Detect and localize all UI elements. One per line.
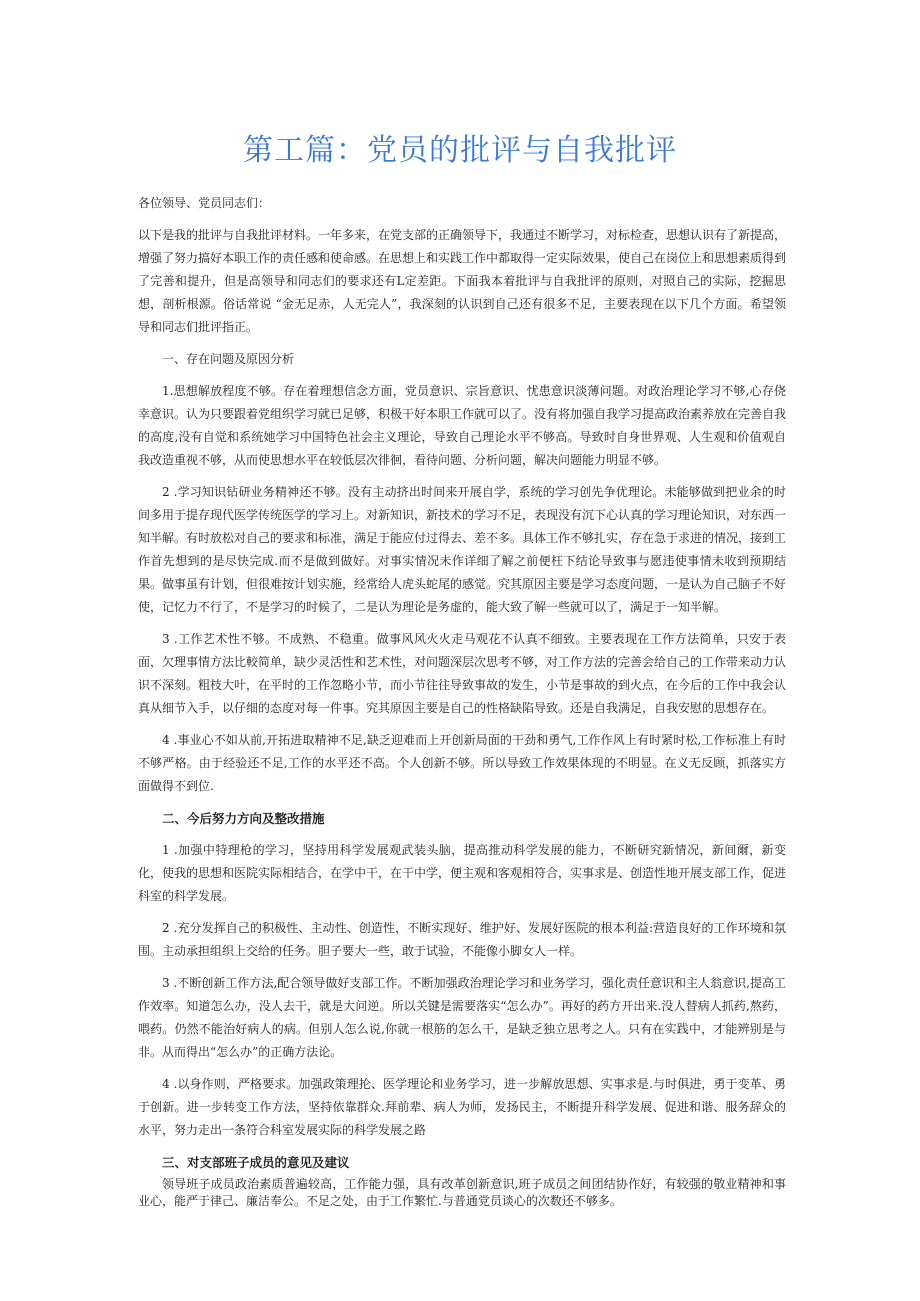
section-3-item-1: 领导班子成员政治素质普遍较高，工作能力强，具有改革创新意识,班子成员之间团结协作好，有较强的敬业精神和事业心，能严于律己、廉洁奉公。不足之处，由于工作繁忙.与普通党员谈心的次数还不够多。: [138, 1177, 786, 1208]
section-1-heading: 一、存在问题及原因分析: [162, 352, 295, 366]
section-1-item-1: 1.思想解放程度不够。存在着理想信念方面，党员意识、宗旨意识、忧患意识淡薄问题。对政治理论学习不够,心存侥幸意识。认为只要跟着党组织学习就已足够，积极干好本职工作就可以了。没有将加强自我学习提高政治素养放在完善自我的高度,没有自觉和系统她学习中国特色社会主义理论，导致自己理论水平不够高。导致时自身世界观、人生观和价值观自我改造重视不够，从而使思想水平在较低层次徘徊，看待问题、分析问题，解决问题能力明显不够。: [138, 384, 787, 467]
section-2-item-4: 4 .以身作则，严格要求。加强政策理抡、医学理论和业务学习，进一步解放思想、实事求是.与时俱进，勇于变革、勇于创新。进一步转变工作方法，坚持依靠群众.拜前辈、病人为师，发扬民主，不断提升科学发展、促进和谐、服务辞众的水平，努力走出一条符合科室发展实际的科学发展之路: [138, 1077, 786, 1137]
section-2-item-3: 3 .不断创新工作方法,配合领导做好支部工作。不断加强政治理论学习和业务学习，强化责任意识和主人翁意识,提高工作效率。知道怎么办，没人去干，就是大问逆。所以关键是需要落实“怎么办”。再好的药方开出来.没人替病人抓药,熬药，喂药。仍然不能治好病人的病。但别人怎么说,你就一根筋的怎么干，是缺乏独立思考之人。只有在实践中，才能辨别是与非。从而得出“怎么办”的正确方法论。: [138, 976, 786, 1059]
section-3-heading: 三、对支部班子成员的意见及建议: [162, 1155, 350, 1170]
section-2-heading: 二、今后努力方向及整改措施: [162, 811, 325, 826]
salutation: 各位领导、党员同志们：: [138, 196, 271, 210]
section-1-item-3: 3 .工作艺术性不够。不成熟、不稳重。做事风风火火走马观花不认真不细致。主要表现在工作方法简单，只安于表面，欠理事情方法比較简单，缺少灵活性和艺术性，对问题深层次思考不够，对工作方法的完善会给自己的工作带来动力认识不深刻。粗枝大叶，在平时的工作忽略小节，而小节往往导致事故的发生，小节是事故的到火点，在今后的工作中我会认真从细节入手，以仔细的态度对每一件事。究其原因主要是自己的性格缺陷导致。还是自我满足，自我安慰的思想存在。: [138, 632, 787, 715]
intro-paragraph: 以下是我的批评与自我批评材料。一年多来，在党支部的正确领导下，我通过不断学习，对标检查，思想认识有了新提高，增强了努力搞好本职工作的责任感和使命感。在思想上和实践工作中都取得一定实际效果，使自己在岗位上和思想素质得到了完善和提升，但是高领导和同志们的要求还有L定差距。下面我本着批评与自我批评的原则，对照自己的实际，挖掘思想，剖析根源。俗话常说 “金无足赤，人无完人”，我深刻的认识到自己还有很多不足，主要表现在以下几个方面。希望领导和同志们批评指正。: [138, 228, 787, 334]
section-1-item-2: 2 .学习知识钻研业务精神还不够。没有主动挤出时间来开展自学，系统的学习创先争优理论。未能够做到把业余的时间多用于提存现代医学传统医学的学习上。对新知识，新技术的学习不足，表现没有沉下心认真的学习理论知识，对东西一知半解。有时放松对自己的要求和标准，满足于能应付过得去、差不多。具体工作不够扎实，存在急于求进的情况，接到工作首先想到的是尽快完成.而不是做到做好。对事实情况未作详细了解之前便枉下结论导致事与愿违使事情未收到预期结果。做事虽有计划，但很难按计划实施，经常给人虎头蛇尾的感觉。究其原因主要是学习态度问题，一是认为自己脑子不好使，记忆力不行了，不是学习的时候了，二是认为理论是务虚的，能大致了解一些就可以了，满足于一知半解。: [138, 485, 787, 614]
section-2-item-1: 1 .加强中特理枪的学习，坚持用科学发展观武装头脑，提高推动科学发展的能力，不断研究新情况，新间爾，新变化，使我的思想和医院实际相结合，在学中干，在干中学，便主观和客观相符合，实事求是、创造性地开展支部工作，促进科室的科学发展。: [138, 843, 787, 903]
document-title: 第工篇：党员的批评与自我批评: [243, 133, 677, 168]
document-body: [138, 192, 786, 1219]
section-2-item-2: 2 .充分发挥自己的积极性、主动性、创造性，不断实现好、维护好、发展好医院的根本利益:营造良好的工作环境和氛围。主动承担组织上交给的任务。胆子要大一些，敢于试验，不能像小脚女人一样。: [138, 921, 786, 958]
section-1-item-4: 4 .事业心不如从前,开拓进取精神不足,缺乏迎难而上开创新局面的干劲和勇气,工作作风上有时紧时松,工作标准上有时不够严格。由于经验还不足,工作的水平还不高。个人创新不够。所以导致工作效果体现的不明显。在义无反顾，抓落实方面做得不到位.: [138, 733, 786, 793]
